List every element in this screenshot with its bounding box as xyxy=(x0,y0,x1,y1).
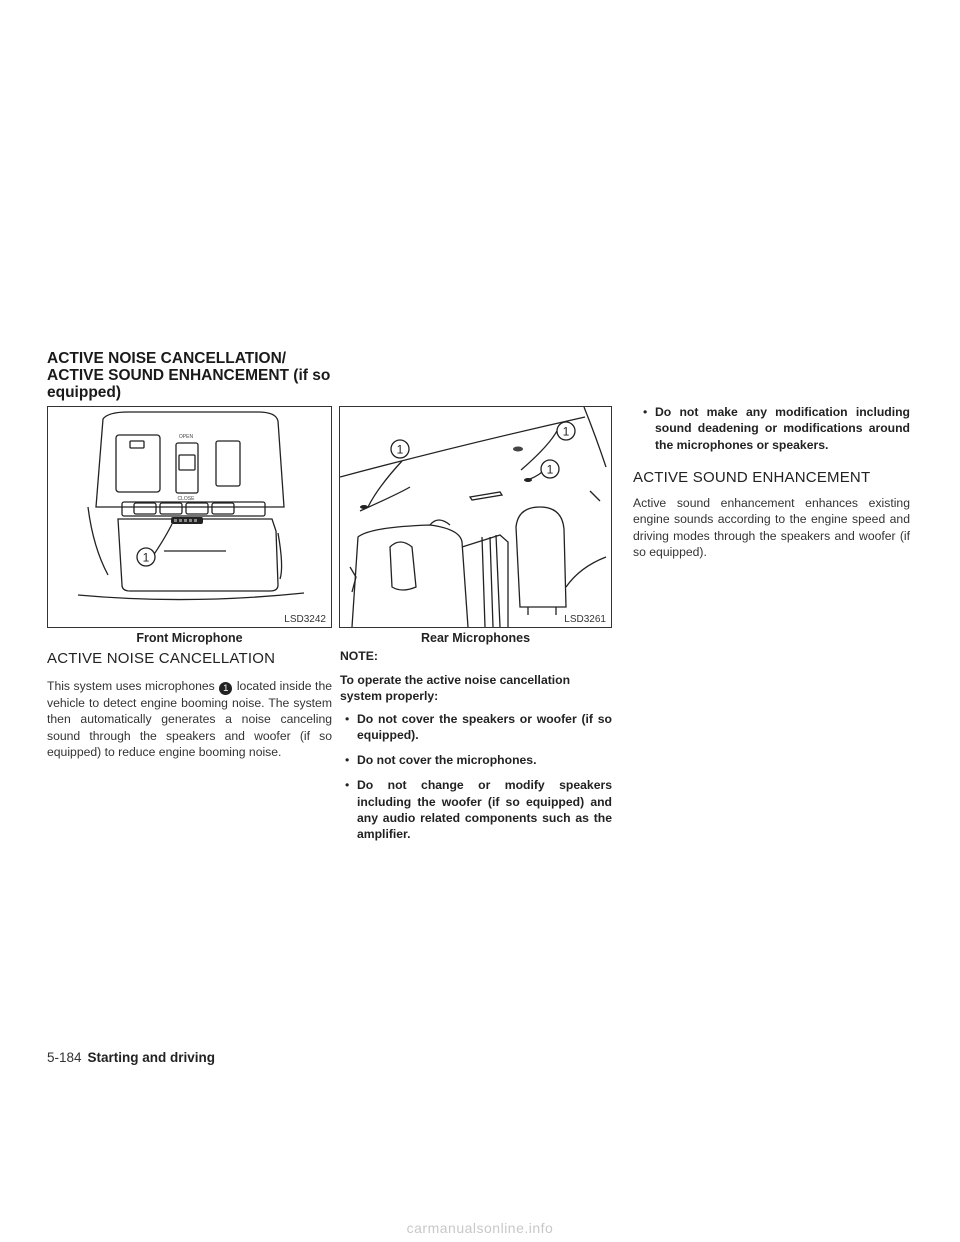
note-bullet-list-continued xyxy=(638,404,910,462)
anc-heading: ACTIVE NOISE CANCELLATION xyxy=(47,650,276,667)
watermark: carmanualsonline.info xyxy=(406,1220,554,1236)
rear-callout-top-right: 1 xyxy=(562,424,570,439)
note-label: NOTE: xyxy=(340,649,378,663)
page-number: 5-184 xyxy=(47,1050,82,1065)
ase-heading: ACTIVE SOUND ENHANCEMENT xyxy=(633,469,871,486)
front-microphone-figure xyxy=(47,406,332,628)
rear-figure-caption: Rear Microphones xyxy=(420,631,531,645)
rear-microphone-figure xyxy=(339,406,612,628)
close-label: CLOSE xyxy=(177,496,195,502)
page-footer xyxy=(47,1050,215,1065)
front-figure-caption: Front Microphone xyxy=(136,631,243,645)
anc-body-before: This system uses microphones xyxy=(47,679,215,693)
anc-body-after: located inside the vehicle to detect engine booming noise. The system then automatically generates a noise canceling sound through the speakers and woofer (if so equipped) to reduce engine booming noise. xyxy=(47,679,333,760)
rear-callout-right: 1 xyxy=(546,462,554,477)
note-bullet: • Do not cover the speakers or woofer (if so equipped). xyxy=(340,711,612,744)
front-callout: 1 xyxy=(142,550,150,565)
note-bullet: • Do not change or modify speakers including the woofer (if so equipped) and any audio related components such as the amplifier. xyxy=(340,777,612,843)
note-intro: To operate the active noise cancellation system properly: xyxy=(340,673,571,704)
rear-callout-left: 1 xyxy=(396,442,404,457)
footer-section-name: Starting and driving xyxy=(87,1050,216,1065)
anc-body xyxy=(47,678,332,761)
microphone-callout-icon: 1 xyxy=(219,682,232,695)
front-microphone-illustration xyxy=(48,407,331,627)
front-figure-code: LSD3242 xyxy=(284,614,326,625)
note-bullet-list xyxy=(340,711,612,851)
rear-figure-code: LSD3261 xyxy=(564,614,606,625)
note-bullet: • Do not cover the microphones. xyxy=(340,752,612,768)
rear-microphone-illustration xyxy=(340,407,611,627)
note-bullet: • Do not make any modification including sound deadening or modifications around the microphones or speakers. xyxy=(638,404,910,453)
ase-body: Active sound enhancement enhances existing engine sounds according to the engine speed and driving modes through the speakers and woofer (if so equipped). xyxy=(633,496,910,560)
section-title: ACTIVE NOISE CANCELLATION/ ACTIVE SOUND ENHANCEMENT (if so equipped) xyxy=(47,350,331,401)
open-label: OPEN xyxy=(178,434,194,440)
